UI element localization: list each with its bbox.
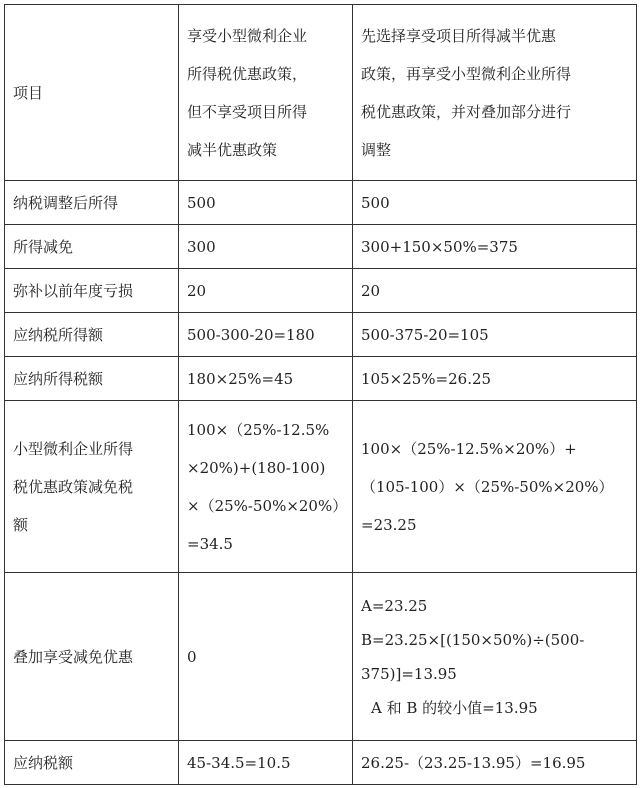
- row-col2-value: 105×25%=26.25: [353, 357, 637, 401]
- row-col2-value: 500: [353, 181, 637, 225]
- small-profit-label-line: 额: [13, 515, 29, 534]
- small-profit-col2-line: 100×（25%-12.5%×20%）+: [361, 439, 577, 458]
- small-profit-label-line: 税优惠政策减免税: [13, 477, 134, 496]
- overlay-col2-line: 375)]=13.95: [361, 664, 457, 683]
- header-col1-line: 但不享受项目所得: [187, 102, 308, 121]
- header-col1-line: 享受小型微利企业: [187, 26, 308, 45]
- small-profit-label-line: 小型微利企业所得: [13, 439, 134, 458]
- row-col1-value: 20: [179, 269, 353, 313]
- overlay-col2-line: B=23.25×[(150×50%)÷(500-: [361, 630, 585, 649]
- small-profit-row: [5, 401, 637, 573]
- row-col1-value: 180×25%=45: [179, 357, 353, 401]
- table-row: [5, 225, 637, 269]
- small-profit-col2-cell: [353, 401, 637, 573]
- table-row: [5, 357, 637, 401]
- header-col2-line: 先选择享受项目所得减半优惠: [361, 26, 557, 45]
- row-col1-value: 500-300-20=180: [179, 313, 353, 357]
- header-row: [5, 5, 637, 181]
- final-col1-value: 45-34.5=10.5: [179, 741, 353, 785]
- header-col1-line: 减半优惠政策: [187, 140, 278, 159]
- header-col2-line: 政策，再享受小型微利企业所得: [361, 64, 572, 83]
- overlay-col2-cell: [353, 573, 637, 741]
- header-col1-line: 所得税优惠政策，: [187, 64, 308, 83]
- small-profit-col1-line: 100×（25%-12.5%: [187, 420, 330, 439]
- header-item-cell: [5, 5, 179, 181]
- row-label: 弥补以前年度亏损: [5, 269, 179, 313]
- overlay-col2-line: A=23.25: [361, 596, 428, 615]
- final-label: 应纳税额: [5, 741, 179, 785]
- row-col2-value: 20: [353, 269, 637, 313]
- header-col2-line: 税优惠政策，并对叠加部分进行: [361, 102, 572, 121]
- header-col2-line: 调整: [361, 140, 392, 159]
- row-label: 纳税调整后所得: [5, 181, 179, 225]
- overlay-col2-line: A 和 B 的较小值=13.95: [371, 698, 538, 717]
- row-col1-value: 500: [179, 181, 353, 225]
- row-col2-value: 300+150×50%=375: [353, 225, 637, 269]
- row-label: 所得减免: [5, 225, 179, 269]
- small-profit-col1-line: ×20%)+(180-100): [187, 458, 326, 477]
- header-col1-cell: [179, 5, 353, 181]
- final-row: [5, 741, 637, 785]
- table-row: [5, 269, 637, 313]
- small-profit-col1-line: ×（25%-50%×20%）: [187, 496, 348, 515]
- row-col1-value: 300: [179, 225, 353, 269]
- header-item-text: 项目: [13, 83, 44, 102]
- row-col2-value: 500-375-20=105: [353, 313, 637, 357]
- table-row: [5, 181, 637, 225]
- table-row: [5, 313, 637, 357]
- small-profit-label-cell: [5, 401, 179, 573]
- final-col2-value: 26.25-（23.25-13.95）=16.95: [353, 741, 637, 785]
- header-col2-cell: [353, 5, 637, 181]
- row-label: 应纳税所得额: [5, 313, 179, 357]
- small-profit-col1-cell: [179, 401, 353, 573]
- small-profit-col1-line: =34.5: [187, 534, 233, 553]
- small-profit-col2-line: =23.25: [361, 515, 417, 534]
- overlay-row: [5, 573, 637, 741]
- small-profit-col2-line: （105-100）×（25%-50%×20%）: [361, 477, 614, 496]
- overlay-label: 叠加享受减免优惠: [5, 573, 179, 741]
- tax-comparison-table: [4, 4, 637, 785]
- row-label: 应纳所得税额: [5, 357, 179, 401]
- overlay-col1-value: 0: [179, 573, 353, 741]
